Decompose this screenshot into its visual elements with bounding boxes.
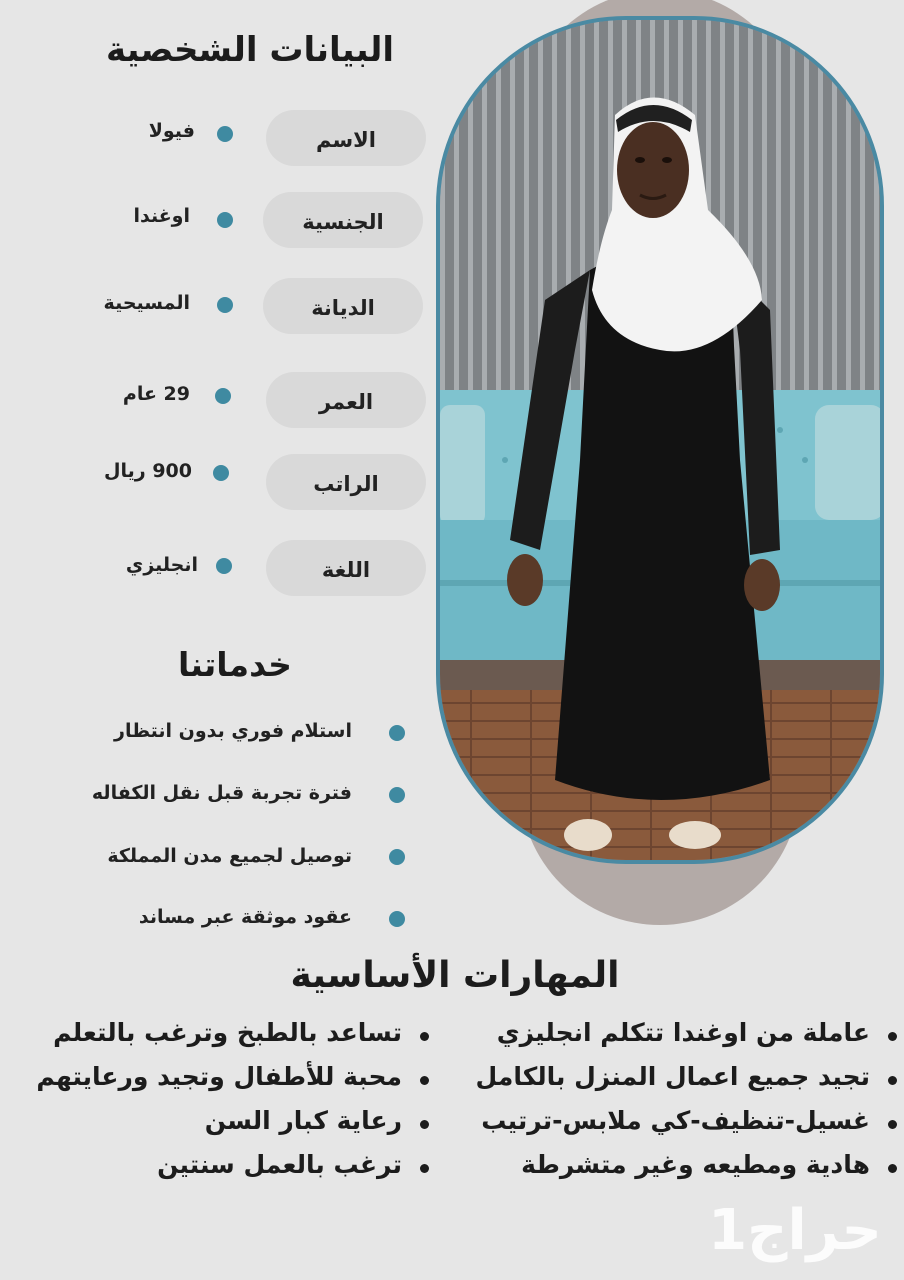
bullet-dot [888, 1032, 897, 1041]
skill-item: غسيل-تنظيف-كي ملابس-ترتيب [481, 1106, 870, 1135]
bullet-dot [217, 212, 233, 228]
bullet-dot [420, 1120, 429, 1129]
label-pill-age [266, 372, 426, 428]
value-language: انجليزي [125, 554, 198, 576]
label-nationality: الجنسية [302, 210, 384, 234]
service-item: فترة تجربة قبل نقل الكفاله [91, 782, 352, 804]
worker-photo [436, 16, 884, 864]
bullet-dot [216, 558, 232, 574]
skill-item: رعاية كبار السن [204, 1106, 402, 1135]
bullet-dot [389, 849, 405, 865]
label-pill-religion [263, 278, 423, 334]
skill-item: عاملة من اوغندا تتكلم انجليزي [496, 1018, 870, 1047]
bullet-dot [213, 465, 229, 481]
skill-item: تساعد بالطبخ وترغب بالتعلم [53, 1018, 402, 1047]
personal-data-title: البيانات الشخصية [105, 30, 394, 70]
skills-title: المهارات الأساسية [290, 955, 620, 996]
label-age: العمر [318, 390, 374, 414]
bullet-dot [389, 911, 405, 927]
value-nationality: اوغندا [133, 205, 190, 227]
bullet-dot [420, 1076, 429, 1085]
label-pill-salary [266, 454, 426, 510]
value-religion: المسيحية [103, 292, 190, 314]
label-name: الاسم [316, 128, 376, 152]
service-item: توصيل لجميع مدن المملكة [107, 845, 352, 867]
skill-item: هادية ومطيعه وغير متشرطة [521, 1150, 870, 1179]
bullet-dot [888, 1164, 897, 1173]
bullet-dot [217, 297, 233, 313]
label-pill-language [266, 540, 426, 596]
watermark-logo: حراج1 [708, 1198, 882, 1263]
value-name: فيولا [148, 120, 195, 142]
label-salary: الراتب [313, 472, 379, 496]
skill-item: تجيد جميع اعمال المنزل بالكامل [475, 1062, 870, 1091]
services-title: خدماتنا [178, 645, 292, 684]
label-language: اللغة [321, 558, 371, 582]
bullet-dot [888, 1076, 897, 1085]
bullet-dot [217, 126, 233, 142]
bullet-dot [420, 1164, 429, 1173]
bullet-dot [888, 1120, 897, 1129]
label-pill-nationality [263, 192, 423, 248]
value-age: 29 عام [122, 383, 190, 405]
bullet-dot [389, 725, 405, 741]
bullet-dot [420, 1032, 429, 1041]
service-item: استلام فوري بدون انتظار [114, 720, 352, 742]
bullet-dot [389, 787, 405, 803]
value-salary: 900 ريال [104, 460, 192, 482]
bullet-dot [215, 388, 231, 404]
skill-item: ترغب بالعمل سنتين [157, 1150, 402, 1179]
label-pill-name [266, 110, 426, 166]
service-item: عقود موثقة عبر مساند [138, 906, 352, 928]
label-religion: الديانة [311, 296, 375, 320]
skill-item: محبة للأطفال وتجيد ورعايتهم [36, 1062, 402, 1091]
